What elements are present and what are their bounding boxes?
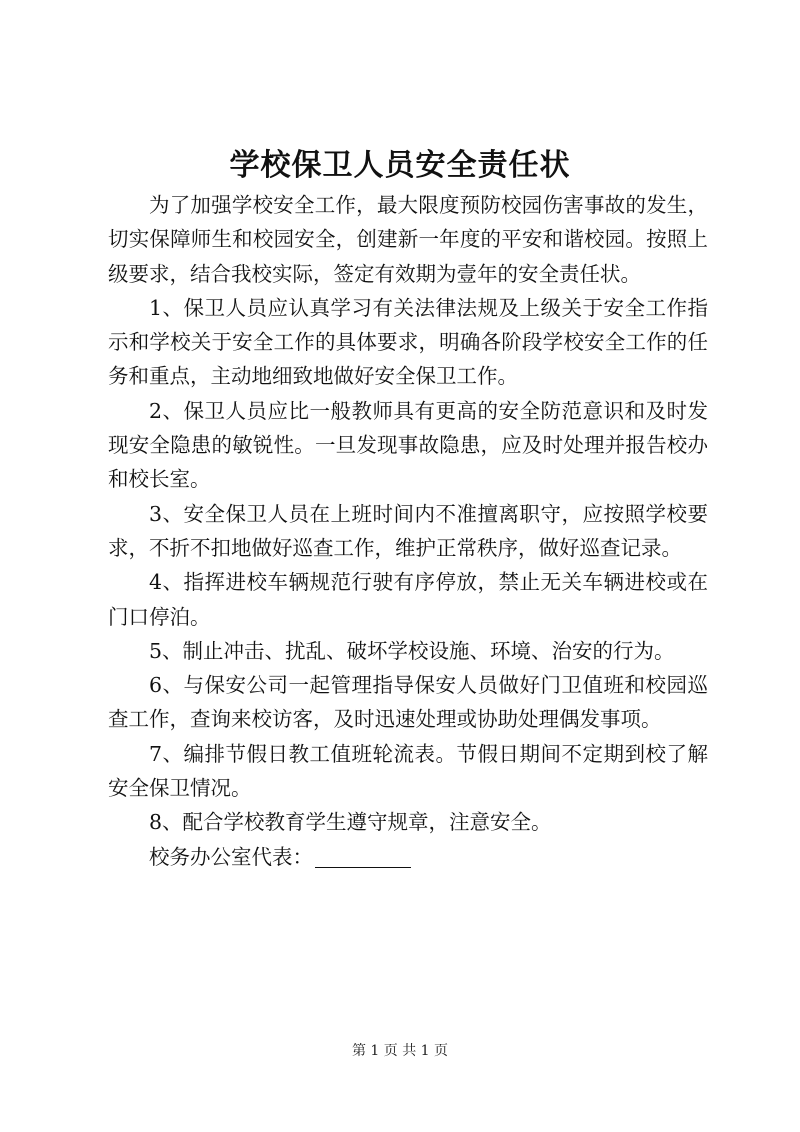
signature-blank-line <box>315 845 411 868</box>
clause-1: 1、保卫人员应认真学习有关法律法规及上级关于安全工作指示和学校关于安全工作的具体要求，明确各阶段学校安全工作的任务和重点，主动地细致地做好安全保卫工作。 <box>108 295 708 389</box>
clause-7: 7、编排节假日教工值班轮流表。节假日期间不定期到校了解安全保卫情况。 <box>108 741 708 801</box>
signature-label: 校务办公室代表： <box>149 844 313 869</box>
clause-2: 2、保卫人员应比一般教师具有更高的安全防范意识和及时发现安全隐患的敏锐性。一旦发现事故隐患，应及时处理并报告校办和校长室。 <box>108 398 708 492</box>
clause-3: 3、安全保卫人员在上班时间内不准擅离职守，应按照学校要求，不折不扣地做好巡查工作，维护正常秩序，做好巡查记录。 <box>108 501 708 560</box>
page-footer: 第 1 页 共 1 页 <box>351 1043 449 1059</box>
signature-row <box>108 840 708 874</box>
clause-8: 8、配合学校教育学生遵守规章，注意安全。 <box>149 810 552 835</box>
document-title: 学校保卫人员安全责任状 <box>229 148 571 183</box>
intro-paragraph: 为了加强学校安全工作，最大限度预防校园伤害事故的发生，切实保障师生和校园安全，创建新一年度的平安和谐校园。按照上级要求，结合我校实际，签定有效期为壹年的安全责任状。 <box>108 193 708 286</box>
clause-5: 5、制止冲击、扰乱、破坏学校设施、环境、治安的行为。 <box>149 638 675 663</box>
clause-4: 4、指挥进校车辆规范行驶有序停放，禁止无关车辆进校或在门口停泊。 <box>108 570 708 629</box>
clause-6: 6、与保安公司一起管理指导保安人员做好门卫值班和校园巡查工作，查询来校访客，及时迅速处理或协助处理偶发事项。 <box>108 673 708 732</box>
document-body <box>108 188 708 874</box>
